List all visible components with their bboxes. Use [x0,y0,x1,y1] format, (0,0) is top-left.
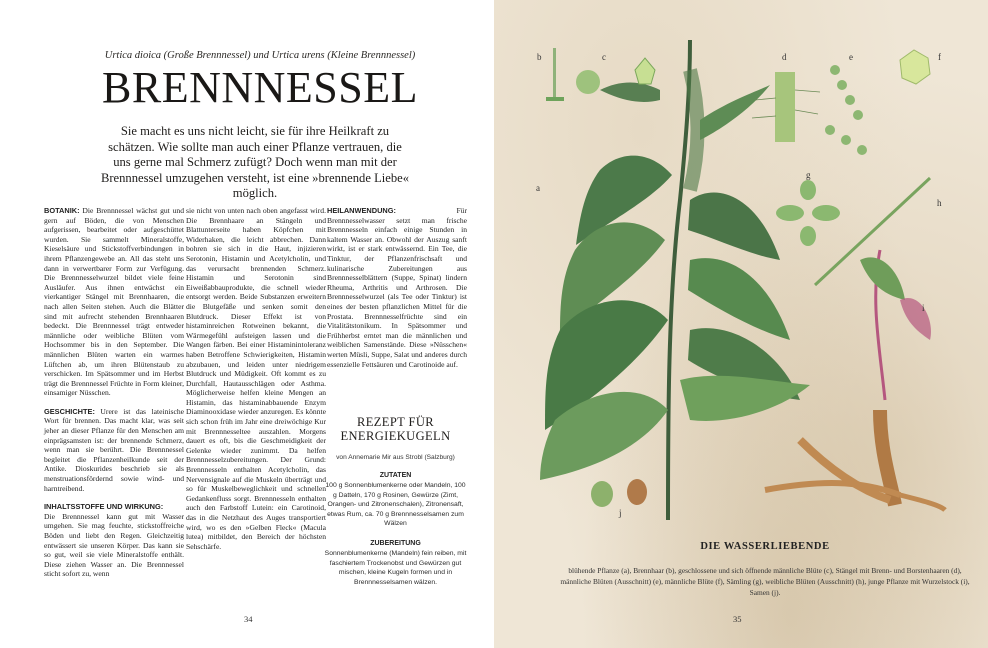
recipe-author: von Annemarie Mir aus Strobl (Salzburg) [336,454,455,461]
section-heading: BOTANIK: [44,206,80,215]
plate-label-f: f [938,52,941,62]
section-text: Die Brennnessel kann gut mit Wasser umgehen. Sie mag feuchte, stickstoffreiche Böden und liebt den Regen. Gleichzeitig entwässert sie unseren Körper. Das kann sie so gut, weil sie viele Mineralstoffe enthält. Diese ziehen Wasser an. Die Brennnessel sticht sofort zu, wenn [44,511,184,579]
flowering-plant-illustration [540,40,810,520]
recipe-title-line-1: REZEPT FÜR [356,415,435,429]
section-text: Für Brennnesselwasser setzt man frische Brennnesseln einfach einige Stunden in kaltem Wasser an. Obwohl der Auszug sanft wirkt, ist er stark entwässernd. Ein Tee, die Tinktur, der Pflanzenfrischsaft und kulinarische Zubereitungen aus Brennnesselblättern (Suppe, Spinat) lindern Rheuma, Arthritis und Arthrosen. Die Brennnesselwurzel (als Tee oder Tinktur) ist eines der besten pflanzlichen Mittel für die Prostata. Brennnesselfrüchte sind ein Vitalitätstonikum. In Spätsommer und Frühherbst erntet man die männlichen und weiblichen Samenstände. Diese »Nüsschen« werten Müsli, Suppe, Salat und anderes durch essenzielle Fettsäuren und Carotinoide auf. [327,206,467,369]
section-heading: GESCHICHTE: [44,406,95,416]
section-geschichte [44,407,184,493]
ingredients-text: 100 g Sonnenblumenkerne oder Mandeln, 100 g Datteln, 170 g Rosinen, Gewürze (Zimt, Orangen- und Zitronenschalen), Zitronensaft, etwas Rum, ca. 70 g Brennnesselsamen zum Wälzen [325,482,466,528]
plate-label-h: h [937,198,942,208]
plate-label-g: g [806,170,811,180]
section-text: Die Brennnessel wächst gut und gern auf Böden, die von Menschen aufgerissen, bearbeitet oder aufgeschüttet wurden. Sie sammelt Mineralstoffe, Kieselsäure und Stickstoffverbindungen in ihrem Pflanzengewebe an. All das steht uns dann in verwertbarer Form zur Verfügung. Die Brennnesselwurzel bildet viele feine Ausläufer. Aus ihnen entwächst ein vierkantiger Stängel mit Brennhaaren, die nach allen Seiten stehen. Auch die Blätter sind mit aufrecht stehenden Brennhaaren bedeckt. Die Brennnessel trägt entweder männliche oder weibliche Blüten vom Hochsommer bis in den September. Die männlichen Blüten warten ein warmes Lüftchen ab, um ihren Blütenstaub zu verschicken. Im Spätsommer und im Herbst trägt die Brennnessel Früchte in Form kleiner, einsamiger Nüsschen. [44,206,184,398]
preparation-text: Sonnenblumenkerne (Mandeln) fein reiben, mit faschiertem Trockenobst und Gewürzen gut mischen, kleine Kugeln formen und in Brennnesselsamen wälzen. [324,549,467,586]
text-column-3 [327,206,467,378]
section-inhaltsstoffe [44,502,184,579]
text-column-2 [186,206,326,560]
plate-label-c: c [602,52,606,62]
plate-label-b: b [537,52,542,62]
preparation-heading: ZUBEREITUNG [370,539,421,547]
young-plant-root-illustration [765,250,945,510]
recipe-title [323,416,468,443]
plate-label-d: d [782,52,787,62]
plate-caption-title: DIE WASSERLIEBENDE [700,541,830,552]
latin-subtitle: Urtica dioica (Große Brennnessel) und Urtica urens (Kleine Brennnessel) [104,50,416,61]
male-flowers-illustration [825,65,867,155]
section-heading: HEILANWENDUNG: [327,206,396,215]
plate-caption-text: blühende Pflanze (a), Brennhaar (b), geschlossene und sich öffnende männliche Blüte (c), Stängel mit Brenn- und Borstenhaaren (d), männliche Blüten (Ausschnitt) (e), männliche Blüte (f), Sämling (g), weibliche Blüten (Ausschnitt) (h), junge Pflanze mit Wurzelstock (i), Samen (j). [560,566,970,597]
section-inhaltsstoffe-continued: sie nicht von unten nach oben angefasst wird. Die Brennhaare an Stängeln und Blattunterseite haben Köpfchen mit Widerhaken, die leicht abbrechen. Dann bohren sie sich in die Haut, injizieren Serotonin, Histamin und Acetylcholin, und das verursacht brennenden Schmerz. Histamin und Serotonin sind Eiweißabbauprodukte, die schnell wieder entsorgt werden. Beide Substanzen erweitern die Blutgefäße und senken somit den Blutdruck. Dieser Effekt ist von histaminreichen Rotweinen bekannt, die Wärmegefühl aufsteigen lassen und die Wangen färben. Bei einer Histaminintoleranz haben Betroffene Schwierigkeiten, Histamin abzubauen, und leiden unter niedrigem Blutdruck und Müdigkeit. Oft kommt es zu Durchfall, Hautausschlägen oder Asthma. Möglicherweise helfen kleine Mengen an Histamin, das histaminabbauende Enzym Diaminooxidase wieder anzuregen. Es könnte sich schon früh im Jahr eine dreiwöchige Kur mit Brennnesseltee auszahlen. Morgens dauert es oft, bis die Geschmeidigkeit der Gelenke wieder zunimmt. Da helfen Brennnesselzubereitungen. Der Grund: Brennnesseln enthalten Acetylcholin, das Nervensignale auf die Muskeln überträgt und so für Muskelbeweglichkeit und schnellen Gedankenfluss sorgt. Brennnesseln enthalten auch den Farbstoff Lutein: ein Carotinoid, das in die Netzhaut des Auges transportiert wird, wo es den »Gelben Fleck« (Macula lutea) mitbildet, den Bereich der höchsten Sehschärfe. [186,206,326,551]
seedling-illustration [776,180,840,246]
page-title: BRENNNESSEL [102,63,418,112]
plate-label-a: a [536,183,540,193]
page-number-right: 35 [733,614,742,624]
lead-paragraph: Sie macht es uns nicht leicht, sie für ihre Heilkraft zu schätzen. Wie sollte man auch einer Pflanze vertrauen, die uns gerne mal Schmerz zufügt? Doch wenn man mit der Brennnessel umzugehen versteht, ist eine »brennende Liebe« möglich. [100,124,410,200]
recipe-title-line-2: ENERGIEKUGELN [340,428,451,443]
botanical-illustration [494,0,988,540]
text-column-1 [44,206,184,588]
section-heilanwendung [327,206,467,369]
recipe-box [323,416,468,587]
page-number-left: 34 [244,614,253,624]
ingredients-heading: ZUTATEN [379,472,412,479]
section-botanik [44,206,184,398]
section-text: Urere ist das lateinische Wort für brennen. Das macht klar, was seit jeher an dieser Pflanze für den Menschen am einprägsamsten ist: der brennende Schmerz, wenn man sie berührt. Die Brennnessel begleitet die Pflanzenheilkunde seit der Antike. Dioskurides beschrieb sie als menstruationsfördernd sowie wind- und harntreibend. [44,406,184,493]
plate-label-e: e [849,52,853,62]
plate-label-j: j [619,508,622,518]
plate-label-i: i [922,303,925,313]
stinging-hair-illustration [546,48,564,101]
section-heading: INHALTSSTOFFE UND WIRKUNG: [44,502,164,512]
